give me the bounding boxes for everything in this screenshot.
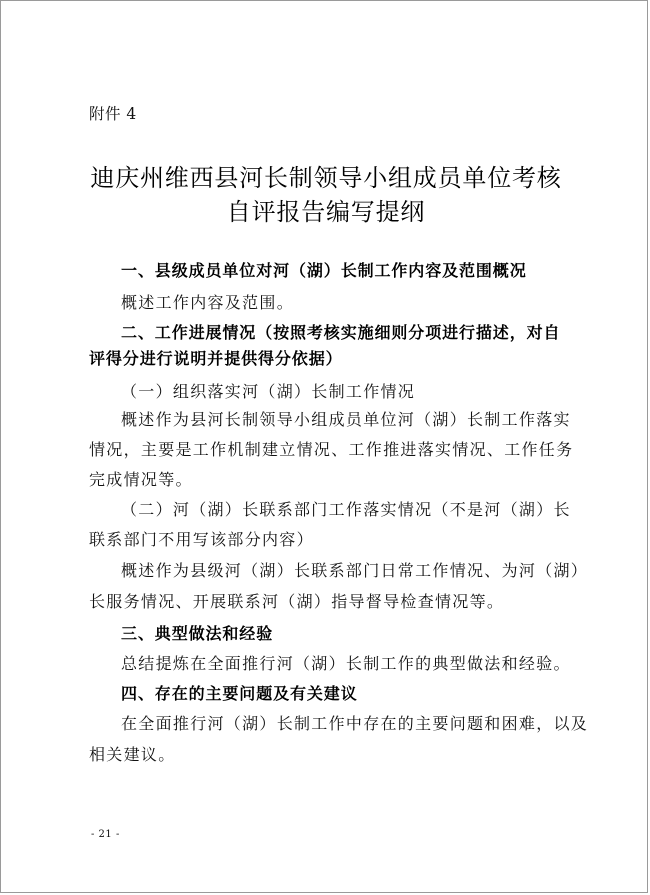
section-2-1-body-line-3: 完成情况等。 (89, 470, 193, 489)
section-2-2-heading-line-2: 联系部门不用写该部分内容） (89, 530, 314, 549)
section-2-heading-line-1: 二、工作进展情况（按照考核实施细则分项进行描述，对自 (121, 323, 561, 342)
section-2-2-body-line-2: 长服务情况、开展联系河（湖）指导督导检查情况等。 (89, 592, 505, 611)
document-title-line-2: 自评报告编写提纲 (226, 198, 426, 226)
section-2-2-body-line-1: 概述作为县级河（湖）长联系部门日常工作情况、为河（湖） (121, 561, 589, 580)
section-2-1-body-line-2: 情况，主要是工作机制建立情况、工作推进落实情况、工作任务 (89, 440, 574, 459)
section-2-heading-line-2: 评得分进行说明并提供得分依据） (89, 349, 343, 368)
attachment-label: 附件 4 (89, 105, 137, 123)
section-4-heading: 四、存在的主要问题及有关建议 (121, 684, 358, 703)
section-3-heading: 三、典型做法和经验 (121, 624, 274, 643)
section-3-body: 总结提炼在全面推行河（湖）长制工作的典型做法和经验。 (121, 654, 571, 673)
section-1-heading: 一、县级成员单位对河（湖）长制工作内容及范围概况 (121, 261, 527, 280)
page-number: - 21 - (91, 829, 120, 840)
section-2-2-heading-line-1: （二）河（湖）长联系部门工作落实情况（不是河（湖）长 (121, 500, 571, 519)
section-1-body: 概述工作内容及范围。 (121, 293, 295, 312)
section-4-body-line-2: 相关建议。 (89, 745, 176, 764)
document-title-line-1: 迪庆州维西县河长制领导小组成员单位考核 (90, 164, 562, 192)
section-2-1-heading: （一）组织落实河（湖）长制工作情况 (121, 382, 416, 401)
section-4-body-line-1: 在全面推行河（湖）长制工作中存在的主要问题和困难，以及 (121, 714, 589, 733)
section-2-1-body-line-1: 概述作为县河长制领导小组成员单位河（湖）长制工作落实 (121, 410, 571, 429)
